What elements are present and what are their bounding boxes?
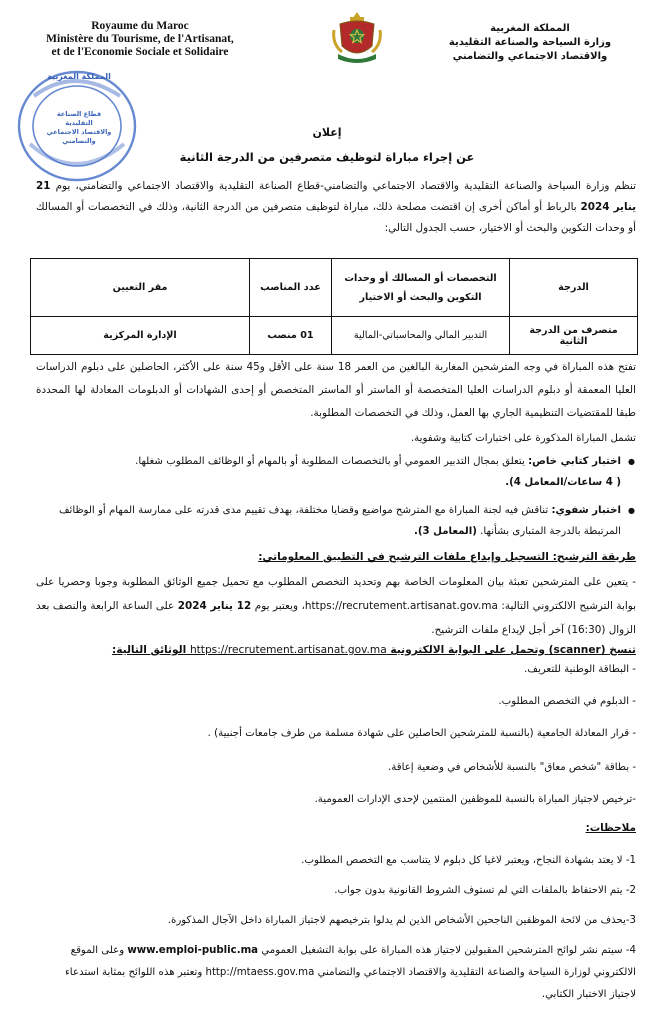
scan-heading — [36, 641, 636, 659]
eligibility-paragraph: تفتح هذه المباراة في وجه المترشحين المغاربة البالغين من العمر 18 سنة على الأقل و45 سنة على الأكثر، الحاصلين على دبلوم الدراسات العليا المعمقة أو دبلوم الدراسات العليا المتخصصة أو الماستر أو الماستر المتخصص أو إحدى الشهادات أو الدبلومات المعادلة لها المحددة طبقا للمقتضيات التنظيمية الجاري بها العمل، وذلك في التخصصات المطلوبة. — [36, 361, 636, 419]
cell-specialty: التدبير المالي والمحاسباتي-المالية — [332, 317, 510, 355]
header-fr-line: Royaume du Maroc — [91, 20, 189, 32]
note-item: 3-يحذف من لائحة الموظفين الناجحين الأشخاص الذين لم يدلوا بترخيصهم لاجتياز المباراة داخل الآجال المذكورة. — [167, 915, 636, 926]
application-text3: على الساعة الرابعة والنصف بعد الزوال (16:30) آخر أجل لإيداع ملفات الترشيح. — [36, 600, 636, 636]
exams-intro: تشمل المباراة المذكورة على اختبارات كتابية وشفوية. — [410, 433, 636, 444]
note4-part1: 4- سيتم نشر لوائح المترشحين المقبولين لاجتياز هذه المباراة على بوابة التشغيل العمومي — [258, 945, 636, 956]
note4-part2: وعلى الموقع الالكتروني لوزارة السياحة والصناعة التقليدية والاقتصاد الاجتماعي والتضامني — [70, 945, 636, 978]
cell-place: الإدارة المركزية — [31, 317, 250, 355]
oral-exam-detail: (المعامل 3). — [413, 526, 477, 537]
scan-middle: وتحمل على البوابة الالكترونية — [386, 644, 549, 656]
application-url-link[interactable]: https://recrutement.artisanat.gov.ma — [304, 600, 498, 612]
oral-exam-item — [36, 500, 621, 542]
scan-suffix: الوثائق التالية: — [111, 644, 190, 656]
moroccan-coat-of-arms-icon — [330, 10, 384, 66]
list-item: - البطاقة الوطنية للتعريف. — [524, 664, 636, 675]
written-exam-detail: ( 4 ساعات/المعامل 4). — [505, 477, 621, 488]
note-item: 1- لا يعتد بشهادة النجاح، ويعتبر لاغيا كل دبلوم لا يتناسب مع التخصص المطلوب. — [301, 855, 636, 866]
cell-grade: متصرف من الدرجة الثانية — [510, 317, 638, 355]
note-item: 2- يتم الاحتفاظ بالملفات التي لم تستوف الشروط القانونية بدون جواب. — [334, 885, 636, 896]
exam-date: 21 يناير 2024 — [36, 180, 636, 213]
intro-part1: تنظم وزارة السياحة والصناعة التقليدية والاقتصاد الاجتماعي والتضامني-قطاع الصناعة التقليدية والاقتصاد الاجتماعي والتضامني، يوم — [50, 180, 636, 192]
cell-posts: 01 منصب — [250, 317, 332, 355]
stamp-line: المملكة المغربية — [47, 72, 111, 81]
ministry-site-link[interactable]: http://mtaess.gov.ma — [205, 967, 315, 978]
header-grade: الدرجة — [510, 259, 638, 317]
application-text2: ، ويعتبر يوم — [251, 600, 305, 612]
header-ar-line: وزارة السياحة والصناعة التقليدية — [448, 37, 612, 48]
header-ar-line: المملكة المغربية — [490, 23, 570, 34]
list-item: - بطاقة "شخص معاق" بالنسبة للأشخاص في وضعية إعاقة. — [388, 762, 636, 773]
note4-part3: وتعتبر هذه اللوائح بمثابة استدعاء لاجتياز الاختبار الكتابي. — [65, 967, 636, 1000]
note-item-publication — [36, 940, 636, 1006]
header-fr-line: et de l'Economie Sociale et Solidaire — [51, 46, 229, 58]
written-exam-label: اختبار كتابي خاص: — [528, 456, 621, 467]
intro-paragraph — [36, 176, 636, 239]
list-item: - الدبلوم في التخصص المطلوب. — [498, 696, 636, 707]
header-fr-line: Ministère du Tourisme, de l'Artisanat, — [46, 33, 234, 45]
application-paragraph — [36, 570, 636, 642]
announcement-title: عن إجراء مباراة لتوظيف متصرفين من الدرجة الثانية — [179, 150, 475, 164]
header-posts: عدد المناصب — [250, 259, 332, 317]
header-specialty: التخصصات أو المسالك أو وحدات التكوين والبحث أو الاختيار — [332, 259, 510, 317]
list-item: -ترخيص لاجتياز المباراة بالنسبة للموظفين المنتمين لإحدى الإدارات العمومية. — [314, 794, 636, 805]
application-text1: - يتعين على المترشحين تعبئة بيان المعلومات الخاصة بهم وتحديد التخصص المطلوب مع تحميل جميع الوثائق المطلوبة وجوبا وحصريا على بوابة الترشيح الالكتروني التالية: — [36, 576, 636, 612]
stamp-line: والاقتصاد الاجتماعي — [46, 128, 112, 136]
intro-part2: بالرباط أو أماكن أخرى إن اقتضت مصلحة ذلك، مباراة لتوظيف متصرفين من الدرجة الثانية، وذلك في التخصصات أو المسالك أو وحدات التكوين والبحث أو الاختيار، حسب الجدول التالي: — [36, 201, 636, 234]
written-exam-text: يتعلق بمجال التدبير العمومي أو بالتخصصات المطلوبة أو بالمهام أو الوظائف المطلوب شغلها. — [135, 456, 529, 467]
header-place: مقر التعيين — [31, 259, 250, 317]
oral-exam-text: تناقش فيه لجنة المباراة مع المترشح مواضيع وقضايا مختلفة، بهدف تقييم مدى قدرته على ممارسة المهام أو الوظائف المرتبطة بالدرجة المتبارى بشأنها. — [58, 505, 621, 537]
scan-url-link[interactable]: https://recrutement.artisanat.gov.ma — [189, 644, 387, 656]
list-item: - قرار المعادلة الجامعية (بالنسبة للمترشحين الحاصلين على شهادة مسلمة من طرف جامعات أجنبية) . — [207, 728, 636, 739]
table-row — [31, 317, 638, 355]
application-heading: طريقة الترشيح: التسجيل وإيداع ملفات الترشيح في التطبيق المعلوماتي: — [258, 551, 636, 563]
header-arabic — [430, 22, 630, 64]
notes-heading: ملاحظات: — [585, 822, 636, 834]
application-deadline: 12 يناير 2024 — [177, 600, 252, 612]
table-header-row — [31, 259, 638, 317]
stamp-line: قطاع الصناعة التقليدية — [56, 110, 102, 127]
positions-table — [30, 258, 638, 355]
scan-scanner: (scanner) — [548, 644, 606, 656]
emploi-public-link[interactable]: www.emploi-public.ma — [127, 945, 259, 956]
header-french — [22, 20, 258, 59]
header-ar-line: والاقتصاد الاجتماعي والتضامني — [452, 51, 608, 62]
oral-exam-label: اختبار شفوي: — [551, 505, 621, 516]
written-exam-item — [36, 451, 621, 493]
scan-prefix: تنسخ — [605, 644, 636, 656]
stamp-line: والتضامني — [62, 137, 96, 145]
announcement-label: إعلان — [312, 126, 342, 139]
